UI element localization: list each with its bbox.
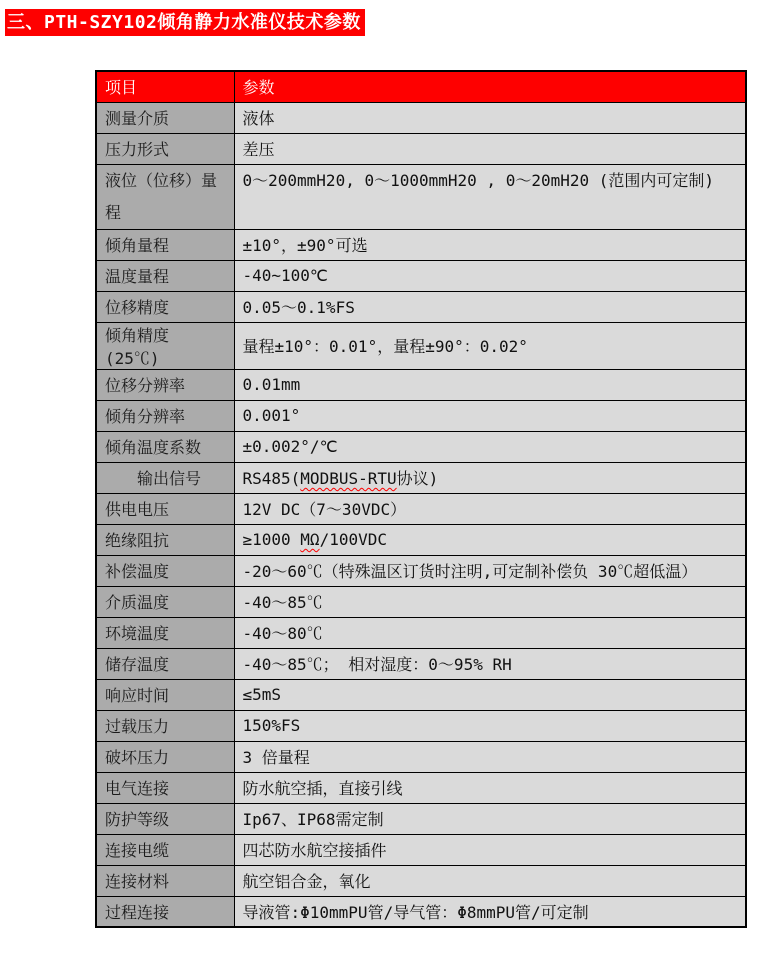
table-row [96, 865, 746, 896]
spec-value: 航空铝合金，氧化 [234, 865, 746, 896]
spec-label: 供电电压 [96, 493, 234, 524]
spec-value: ±0.002°/℃ [234, 431, 746, 462]
spec-label: 连接电缆 [96, 834, 234, 865]
spec-label: 压力形式 [96, 133, 234, 164]
spec-value: 差压 [234, 133, 746, 164]
spec-label: 介质温度 [96, 586, 234, 617]
spec-value: 150%FS [234, 710, 746, 741]
table-row [96, 586, 746, 617]
table-row [96, 710, 746, 741]
page-title: 三、PTH-SZY102倾角静力水准仪技术参数 [5, 9, 365, 36]
spec-label: 电气连接 [96, 772, 234, 803]
spec-value: 量程±10°：0.01°，量程±90°：0.02° [234, 322, 746, 369]
spec-value: -40～85℃ [234, 586, 746, 617]
spec-label: 过载压力 [96, 710, 234, 741]
table-row [96, 260, 746, 291]
spec-label: 倾角量程 [96, 229, 234, 260]
table-row [96, 462, 746, 493]
table-row [96, 493, 746, 524]
spec-value: ≤5mS [234, 679, 746, 710]
spec-label: 响应时间 [96, 679, 234, 710]
spec-value: 0.001° [234, 400, 746, 431]
spec-value: ±10°，±90°可选 [234, 229, 746, 260]
table-row [96, 291, 746, 322]
table-row [96, 524, 746, 555]
spec-value: 防水航空插，直接引线 [234, 772, 746, 803]
spec-label: 液位（位移）量程 [96, 164, 234, 229]
spec-value: 导液管:Φ10mmPU管/导气管：Φ8mmPU管/可定制 [234, 896, 746, 927]
spec-label: 倾角分辨率 [96, 400, 234, 431]
spec-label: 位移分辨率 [96, 369, 234, 400]
spec-label: 补偿温度 [96, 555, 234, 586]
spec-label: 连接材料 [96, 865, 234, 896]
spec-label: 温度量程 [96, 260, 234, 291]
spec-value: 液体 [234, 102, 746, 133]
spec-value: -40～80℃ [234, 617, 746, 648]
table-row [96, 431, 746, 462]
column-header-param: 参数 [234, 71, 746, 102]
spec-label: 位移精度 [96, 291, 234, 322]
table-row [96, 400, 746, 431]
table-row [96, 834, 746, 865]
table-row [96, 133, 746, 164]
spec-value: -20～60℃（特殊温区订货时注明,可定制补偿负 30℃超低温） [234, 555, 746, 586]
spec-value: RS485(MODBUS-RTU协议) [234, 462, 746, 493]
table-header-row [96, 71, 746, 102]
table-row [96, 679, 746, 710]
spec-label: 过程连接 [96, 896, 234, 927]
table-row [96, 648, 746, 679]
spec-table [95, 70, 747, 928]
spec-label: 储存温度 [96, 648, 234, 679]
spec-value: 0～200mmH20, 0～1000mmH20 , 0～20mH20 (范围内可定制) [234, 164, 746, 229]
spec-table-body [96, 102, 746, 927]
spec-label: 防护等级 [96, 803, 234, 834]
table-row [96, 369, 746, 400]
spec-value: 0.01mm [234, 369, 746, 400]
spec-value: -40～85℃； 相对湿度：0～95% RH [234, 648, 746, 679]
table-row [96, 102, 746, 133]
spec-value: -40~100℃ [234, 260, 746, 291]
table-row [96, 772, 746, 803]
spec-value: Ip67、IP68需定制 [234, 803, 746, 834]
table-row [96, 741, 746, 772]
spec-label: 绝缘阻抗 [96, 524, 234, 555]
table-row [96, 617, 746, 648]
spec-value: 12V DC（7～30VDC） [234, 493, 746, 524]
table-row [96, 803, 746, 834]
table-row [96, 896, 746, 927]
table-row [96, 229, 746, 260]
spec-value: 四芯防水航空接插件 [234, 834, 746, 865]
spec-value: ≥1000 MΩ/100VDC [234, 524, 746, 555]
spec-label: 输出信号 [96, 462, 234, 493]
spec-value: 0.05～0.1%FS [234, 291, 746, 322]
spec-label: 倾角精度(25℃) [96, 322, 234, 369]
spec-value: 3 倍量程 [234, 741, 746, 772]
spellcheck-wavy-underline: MODBUS-RTU [300, 469, 397, 488]
table-row [96, 322, 746, 369]
column-header-item: 项目 [96, 71, 234, 102]
spec-label: 倾角温度系数 [96, 431, 234, 462]
spec-label: 环境温度 [96, 617, 234, 648]
spec-label: 破坏压力 [96, 741, 234, 772]
table-row [96, 555, 746, 586]
spec-label: 测量介质 [96, 102, 234, 133]
spellcheck-wavy-underline: MΩ [300, 530, 320, 549]
table-row [96, 164, 746, 229]
